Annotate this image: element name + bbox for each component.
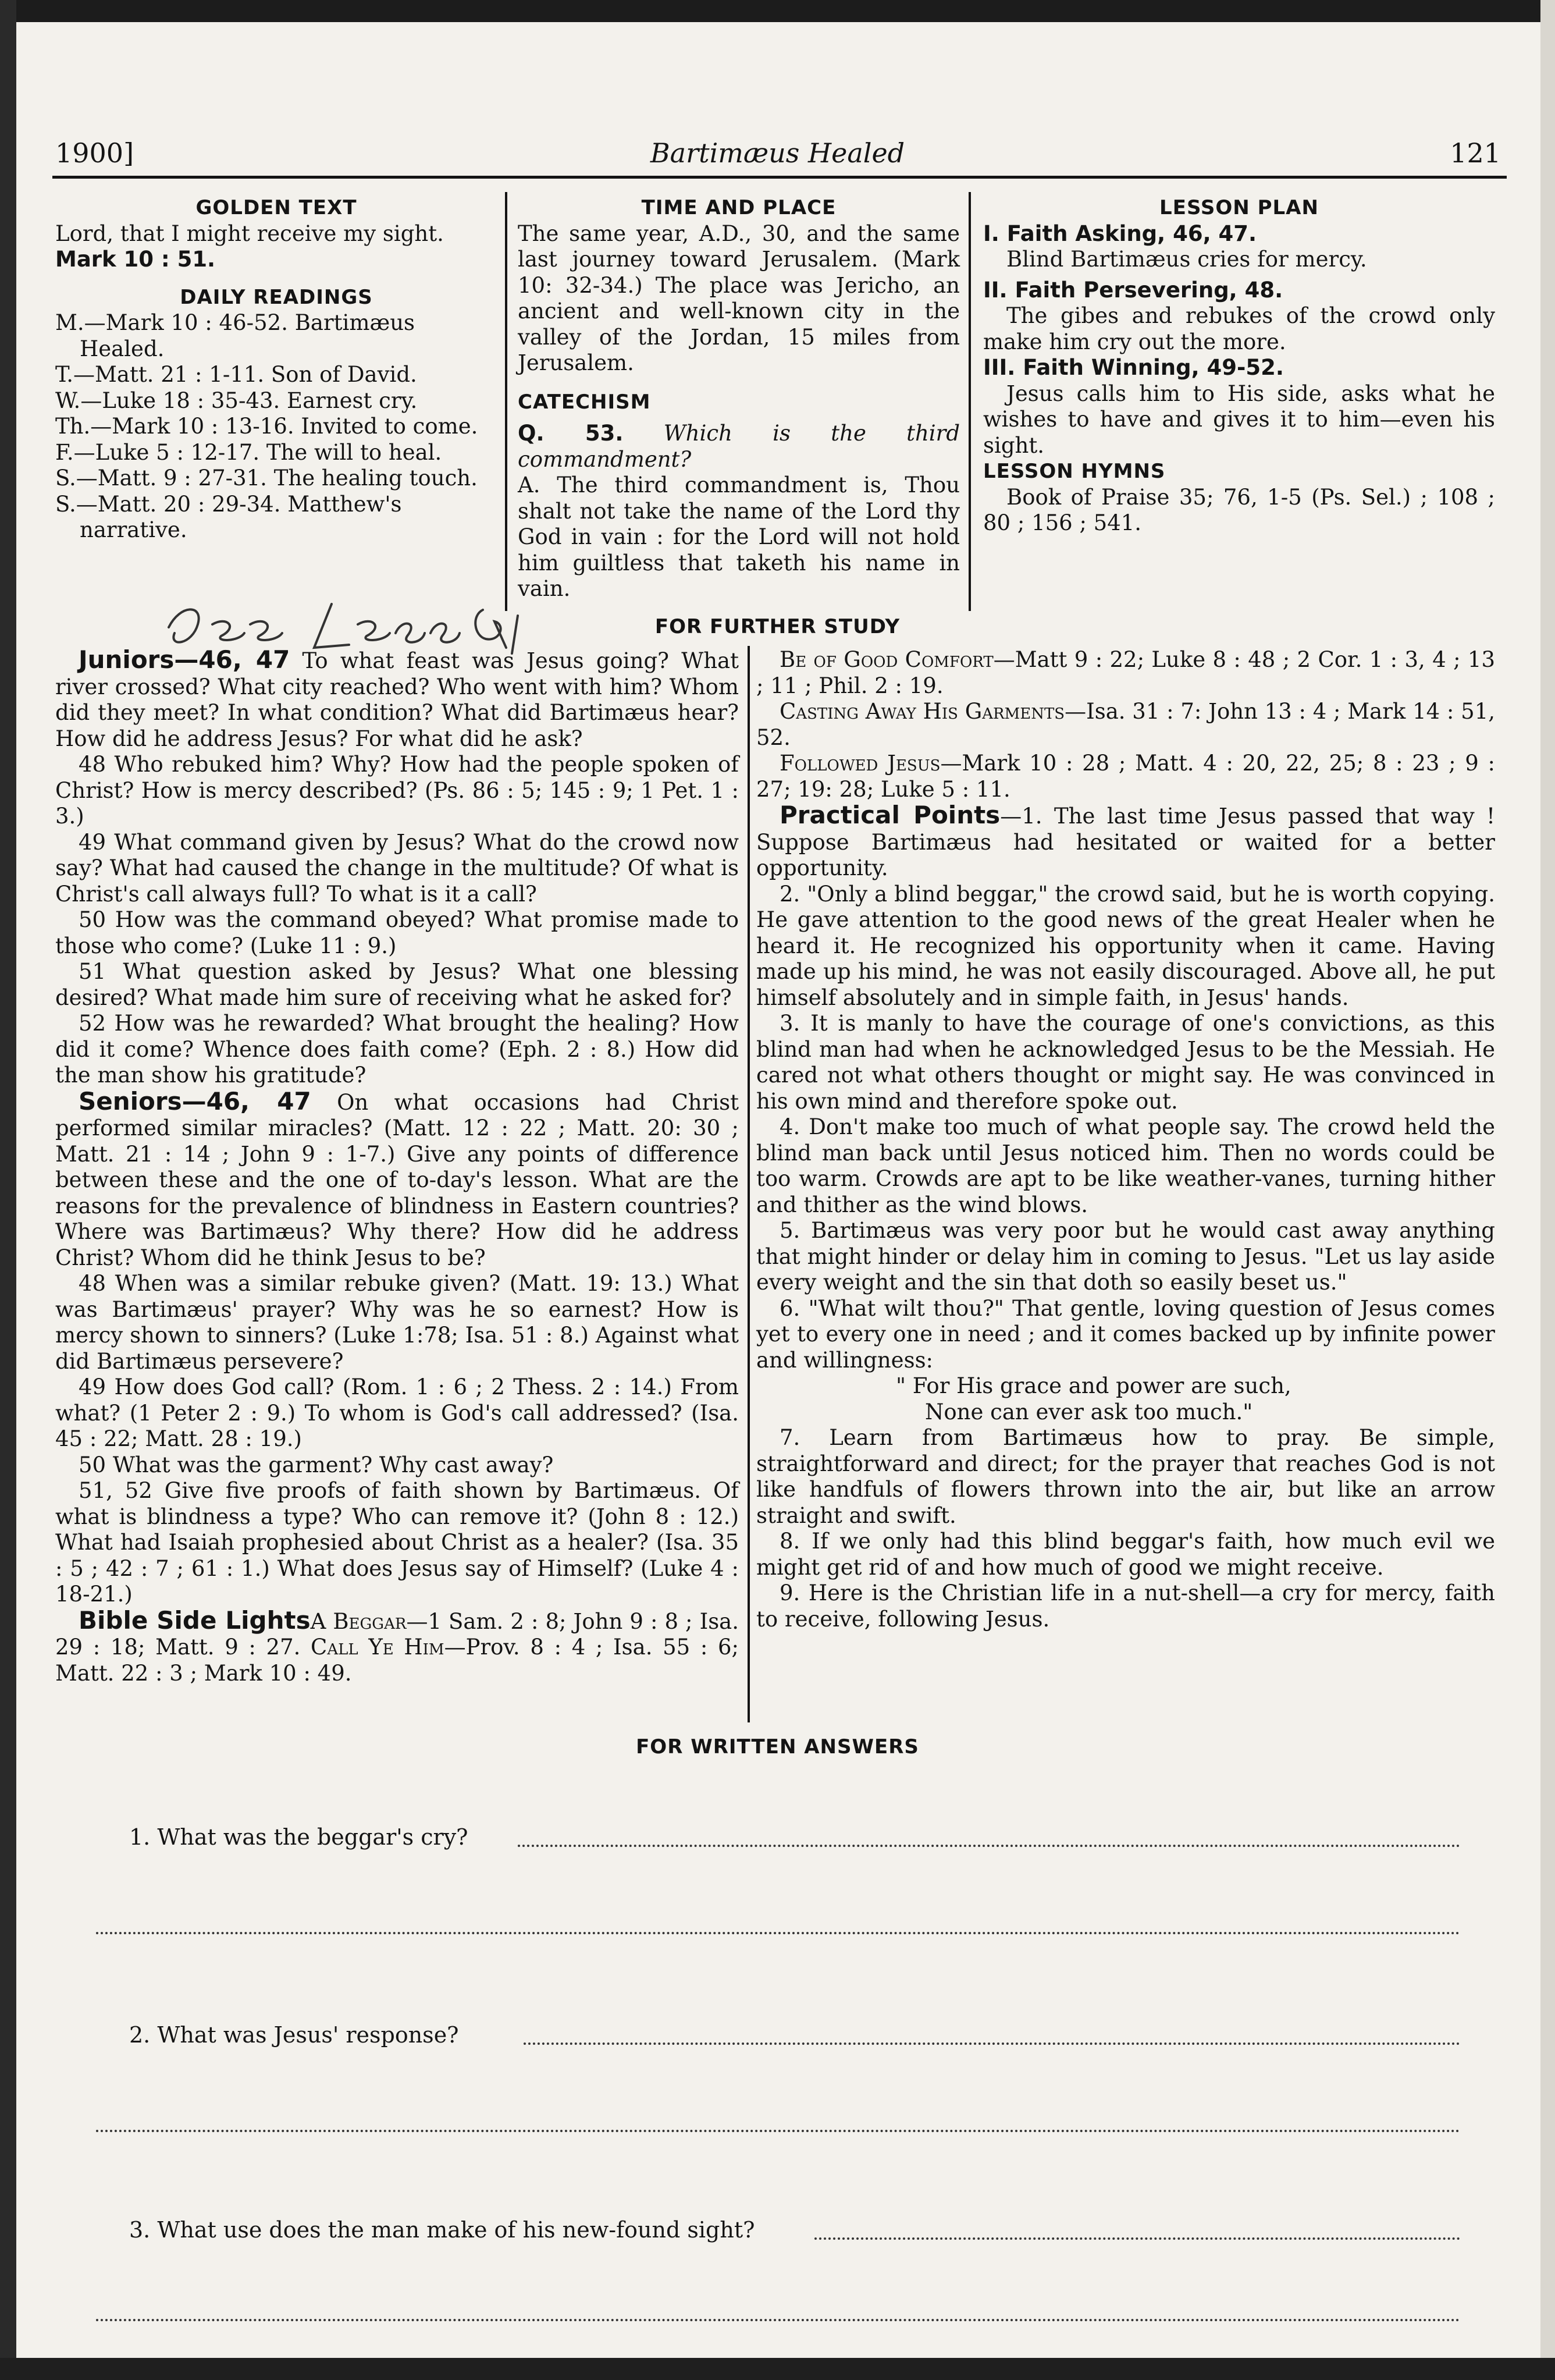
written-answers-heading: FOR WRITTEN ANSWERS	[636, 1735, 919, 1759]
study-column-left	[55, 647, 739, 1686]
practical-paragraph: 2. "Only a blind beggar," the crowd said, but he is worth copying. He gave attention to the good news of the great Healer when he heard it. He recognized his opportunity when it came. Having made up his mind, he was not easily discouraged. Above all, he put himself absolutely and in simple faith, in Jesus' hands.	[756, 881, 1495, 1010]
lesson-hymns-heading: LESSON HYMNS	[983, 460, 1166, 483]
plan-point-text: Jesus calls him to His side, asks what he wishes to have and gives it to him—even his sight.	[983, 381, 1495, 458]
answer-line[interactable]	[96, 1932, 1460, 1934]
further-study-heading: FOR FURTHER STUDY	[654, 615, 901, 638]
verse-line: None can ever ask too much."	[925, 1399, 1253, 1425]
reading-item: Th.—Mark 10 : 13-16. Invited to come.	[55, 414, 478, 439]
plan-point-text: Blind Bartimæus cries for mercy.	[1006, 247, 1367, 272]
plan-point-title: II. Faith Persevering, 48.	[983, 277, 1283, 303]
catechism-answer: A. The third commandment is, Thou shalt not take the name of the Lord thy God in vain : for the Lord will not hold him guiltless that taketh his name in vain.	[518, 473, 960, 601]
time-place-heading: TIME AND PLACE	[641, 196, 837, 219]
seniors-paragraph: 50 What was the garment? Why cast away?	[79, 1452, 554, 1477]
golden-text-heading: GOLDEN TEXT	[195, 196, 357, 219]
column-rule	[969, 192, 971, 611]
juniors-paragraph: 52 How was he rewarded? What brought the healing? How did it come? Whence does faith come? (Eph. 2 : 8.) How did the man show his gratitude?	[55, 1011, 739, 1088]
practical-paragraph: 9. Here is the Christian life in a nut-shell—a cry for mercy, faith to receive, following Jesus.	[756, 1580, 1495, 1632]
page-title: Bartimæus Healed	[650, 137, 905, 169]
practical-paragraph: 4. Don't make too much of what people say. The crowd held the blind man back until Jesus noticed him. Then no words could be too warm. Crowds are apt to be like weather-vanes, turning hither and thither as the wind blows.	[756, 1114, 1495, 1217]
lesson-hymns-text: Book of Praise 35; 76, 1-5 (Ps. Sel.) ; 108 ; 80 ; 156 ; 541.	[983, 484, 1495, 535]
seniors-paragraph: 48 When was a similar rebuke given? (Matt. 19: 13.) What was Bartimæus' prayer? Why was he so earnest? How is mercy shown to sinners? (Luke 1:78; Isa. 51 : 8.) Against what did Bartimæus persevere?	[55, 1271, 739, 1374]
reading-item: S.—Matt. 20 : 29-34. Matthew's narrative.	[55, 491, 402, 542]
header-rule	[52, 176, 1507, 179]
golden-text: Lord, that I might receive my sight. Mark 10 : 51.	[55, 221, 444, 272]
side-light-ref: Followed Jesus—Mark 10 : 28 ; Matt. 4 : 20, 22, 25; 8 : 23 ; 9 : 27; 19: 28; Luke 5 : 11.	[756, 751, 1495, 802]
plan-point-text: The gibes and rebukes of the crowd only make him cry out the more.	[983, 303, 1495, 354]
daily-readings-heading: DAILY READINGS	[180, 285, 373, 309]
scan-left-edge	[0, 0, 16, 2380]
side-lights-paragraph: Bible Side LightsA Beggar—1 Sam. 2 : 8; John 9 : 8 ; Isa. 29 : 18; Matt. 9 : 27. Call Ye Him—Prov. 8 : 4 ; Isa. 55 : 6; Matt. 22 : 3 ; Mark 10 : 49.	[55, 1605, 739, 1686]
question-2: 2. What was Jesus' response?	[129, 2022, 459, 2048]
answer-line[interactable]	[518, 1845, 1460, 1847]
practical-paragraph: 8. If we only had this blind beggar's faith, how much evil we might get rid of and how much of good we might receive.	[756, 1529, 1495, 1580]
scan-top-edge	[0, 0, 1555, 22]
lesson-plan-heading: LESSON PLAN	[1159, 196, 1319, 219]
practical-paragraph: 7. Learn from Bartimæus how to pray. Be simple, straightforward and direct; for the prayer that reaches God is not like handfuls of flowers thrown into the air, but like an arrow straight and swift.	[756, 1425, 1495, 1528]
column-rule	[748, 646, 750, 1722]
study-column-right	[756, 647, 1495, 1632]
plan-point-title: I. Faith Asking, 46, 47.	[983, 221, 1257, 246]
catechism-heading: CATECHISM	[518, 390, 651, 414]
side-light-ref: Casting Away His Garments—Isa. 31 : 7: John 13 : 4 ; Mark 14 : 51, 52.	[756, 699, 1495, 750]
page-number: 121	[1450, 137, 1501, 169]
plan-point-title: III. Faith Winning, 49-52.	[983, 355, 1284, 380]
practical-paragraph: 5. Bartimæus was very poor but he would cast away anything that might hinder or delay him in coming to Jesus. "Let us lay aside every weight and the sin that doth so easily beset us."	[756, 1218, 1495, 1295]
juniors-paragraph: 50 How was the command obeyed? What promise made to those who come? (Luke 11 : 9.)	[55, 907, 739, 958]
answer-line[interactable]	[96, 2130, 1460, 2132]
reading-item: W.—Luke 18 : 35-43. Earnest cry.	[55, 388, 418, 413]
time-place-text: The same year, A.D., 30, and the same last journey toward Jerusalem. (Mark 10: 32-34.) The place was Jericho, an ancient and well-known city in the valley of the Jordan, 15 miles from Jerusalem.	[518, 221, 960, 375]
answer-line[interactable]	[814, 2237, 1460, 2240]
juniors-paragraph: 49 What command given by Jesus? What do the crowd now say? What had caused the change in the multitude? Of what is Christ's call always full? To what is it a call?	[55, 829, 739, 907]
reading-item: S.—Matt. 9 : 27-31. The healing touch.	[55, 466, 478, 491]
seniors-paragraph: 49 How does God call? (Rom. 1 : 6 ; 2 Thess. 2 : 14.) From what? (1 Peter 2 : 9.) To whom is God's call addressed? (Isa. 45 : 22; Matt. 28 : 19.)	[55, 1374, 739, 1451]
reading-item: F.—Luke 5 : 12-17. The will to heal.	[55, 439, 442, 465]
verse-line: " For His grace and power are such,	[896, 1373, 1291, 1398]
question-1: 1. What was the beggar's cry?	[129, 1824, 468, 1850]
answer-line[interactable]	[524, 2042, 1460, 2045]
catechism-question: Q. 53. Which is the third commandment?	[518, 421, 960, 472]
scan-right-edge	[1540, 0, 1555, 2380]
side-light-ref: Be of Good Comfort—Matt 9 : 22; Luke 8 : 48 ; 2 Cor. 1 : 3, 4 ; 13 ; 11 ; Phil. 2 : 19.	[756, 647, 1496, 698]
scan-bottom-edge	[0, 2358, 1555, 2380]
answer-line[interactable]	[96, 2319, 1460, 2321]
column-rule	[505, 192, 507, 611]
juniors-paragraph: Juniors—46, 47 To what feast was Jesus going? What river crossed? What city reached? Who went with him? Whom did they meet? In what condition? What did Bartimæus hear? How did he address Jesus? For what did he ask?	[55, 645, 739, 751]
seniors-paragraph: Seniors—46, 47 On what occasions had Christ performed similar miracles? (Matt. 12 : 22 ; Matt. 20: 30 ; Matt. 21 : 14 ; John 9 : 1-7.) Give any points of difference between these and the one of to-day's lesson. What are the reasons for the prevalence of blindness in Eastern countries? Where was Bartimæus? Why there? How did he address Christ? Whom did he think Jesus to be?	[55, 1086, 739, 1270]
practical-paragraph: 6. "What wilt thou?" That gentle, loving question of Jesus comes yet to every one in need ; and it comes backed up by infinite power and willingness:	[756, 1295, 1495, 1373]
practical-paragraph: 3. It is manly to have the courage of one's convictions, as this blind man had when he acknowledged Jesus to be the Messiah. He cared not what others thought or might say. He was convinced in his own mind and therefore spoke out.	[756, 1011, 1495, 1114]
reading-item: T.—Matt. 21 : 1-11. Son of David.	[55, 362, 417, 387]
top-column-right	[983, 195, 1495, 537]
juniors-paragraph: 51 What question asked by Jesus? What one blessing desired? What made him sure of receiving what he asked for?	[55, 959, 739, 1010]
seniors-paragraph: 51, 52 Give five proofs of faith shown by Bartimæus. Of what is blindness a type? Who can remove it? (John 8 : 12.) What had Isaiah prophesied about Christ as a healer? (Isa. 35 : 5 ; 42 : 7 ; 61 : 1.) What does Jesus say of Himself? (Luke 4 : 18-21.)	[55, 1478, 739, 1607]
header-year: 1900]	[55, 137, 134, 169]
juniors-paragraph: 48 Who rebuked him? Why? How had the people spoken of Christ? How is mercy described? (Ps. 86 : 5; 145 : 9; 1 Pet. 1 : 3.)	[55, 752, 739, 829]
reading-item: M.—Mark 10 : 46-52. Bartimæus Healed.	[55, 310, 415, 361]
question-3: 3. What use does the man make of his new-found sight?	[129, 2217, 755, 2243]
top-column-center	[518, 195, 960, 602]
top-column-left	[55, 195, 497, 544]
practical-paragraph: Practical Points—1. The last time Jesus passed that way ! Suppose Bartimæus had hesitated or waited for a better opportunity.	[756, 801, 1495, 880]
